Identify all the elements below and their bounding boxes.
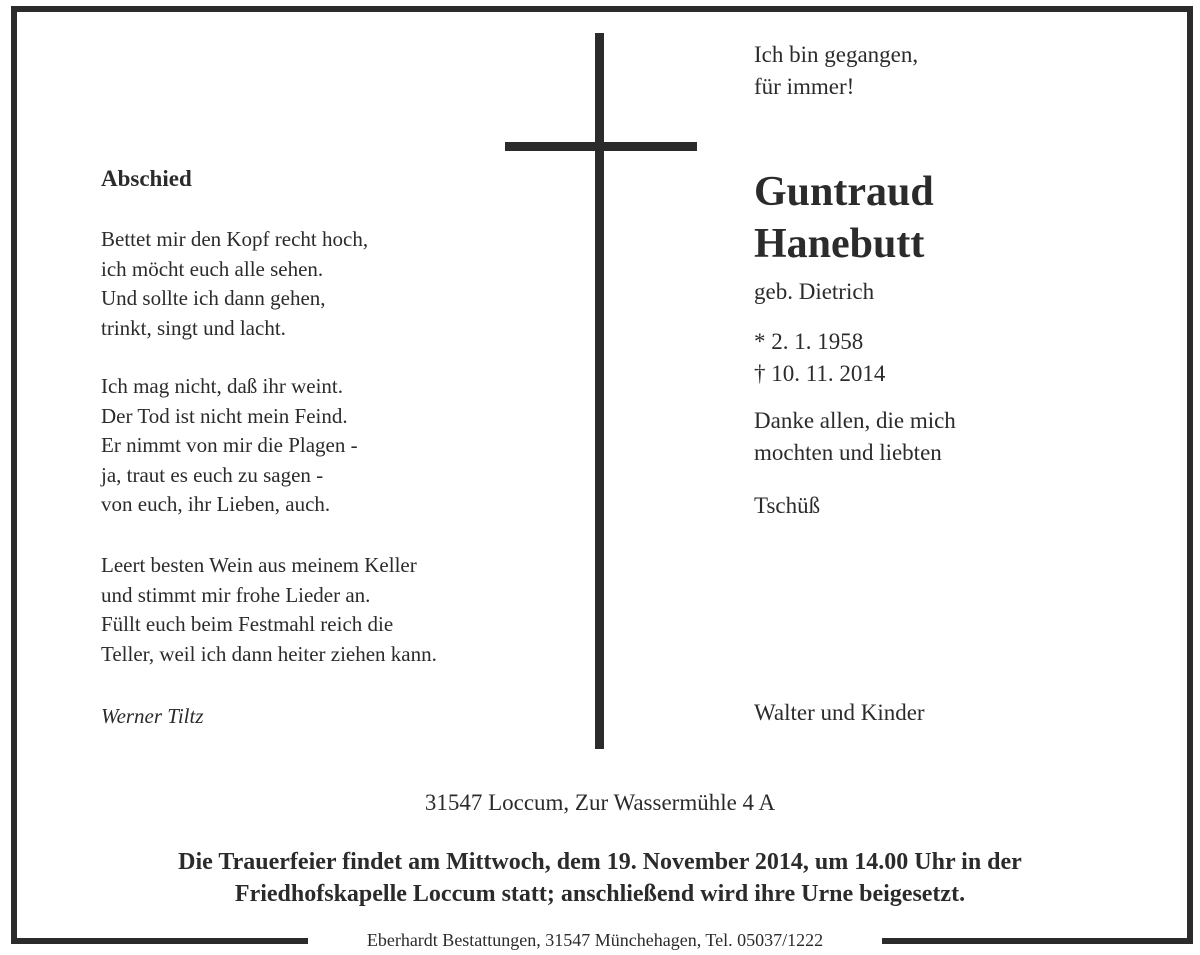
ceremony-line: Friedhofskapelle Loccum statt; anschließend wird ihre Urne beigesetzt. bbox=[234, 881, 966, 907]
farewell-text: Tschüß bbox=[754, 493, 821, 518]
intro-line: Ich bin gegangen, bbox=[754, 42, 919, 67]
poem-line: von euch, ihr Lieben, auch. bbox=[101, 492, 331, 516]
ceremony-line: Die Trauerfeier findet am Mittwoch, dem 19. November 2014, um 14.00 Uhr in der bbox=[178, 849, 1022, 875]
thanks-line: mochten und liebten bbox=[754, 440, 942, 465]
poem-line: Leert besten Wein aus meinem Keller bbox=[101, 553, 417, 577]
birth-date: * 2. 1. 1958 bbox=[754, 329, 864, 354]
poem-line: Füllt euch beim Festmahl reich die bbox=[101, 612, 394, 636]
life-dates bbox=[754, 326, 885, 390]
poem-title: Abschied bbox=[101, 166, 192, 191]
undertaker-footer: Eberhardt Bestattungen, 31547 Münchehagen, Tel. 05037/1222 bbox=[308, 925, 882, 955]
poem-line: trinkt, singt und lacht. bbox=[101, 315, 286, 340]
poem-stanza-2 bbox=[101, 372, 358, 520]
poem-author: Werner Tiltz bbox=[101, 704, 204, 728]
death-date: † 10. 11. 2014 bbox=[754, 361, 886, 386]
family-signature: Walter und Kinder bbox=[754, 700, 925, 725]
poem-line: Ich mag nicht, daß ihr weint. bbox=[101, 374, 344, 398]
birth-name: geb. Dietrich bbox=[754, 279, 875, 304]
ceremony-info bbox=[0, 846, 1200, 910]
cross-vertical-bar bbox=[595, 33, 604, 749]
last-name: Hanebutt bbox=[754, 221, 925, 267]
poem-stanza-3 bbox=[101, 551, 437, 669]
thanks-text bbox=[754, 405, 956, 469]
intro-text bbox=[754, 39, 918, 103]
poem-stanza-1 bbox=[101, 225, 368, 343]
first-name: Guntraud bbox=[754, 169, 934, 215]
poem-line: Bettet mir den Kopf recht hoch, bbox=[101, 227, 369, 251]
cross-horizontal-bar bbox=[505, 142, 697, 151]
poem-line: Er nimmt von mir die Plagen - bbox=[101, 433, 358, 457]
poem-line: Und sollte ich dann gehen, bbox=[101, 286, 326, 310]
poem-line: ich möcht euch alle sehen. bbox=[101, 256, 324, 281]
poem-line: Teller, weil ich dann heiter ziehen kann. bbox=[101, 641, 437, 666]
poem-line: und stimmt mir frohe Lieder an. bbox=[101, 582, 371, 607]
intro-line: für immer! bbox=[754, 74, 855, 99]
deceased-name bbox=[754, 166, 934, 270]
address: 31547 Loccum, Zur Wassermühle 4 A bbox=[424, 790, 776, 815]
poem-line: Der Tod ist nicht mein Feind. bbox=[101, 403, 348, 428]
poem-line: ja, traut es euch zu sagen - bbox=[101, 462, 324, 487]
thanks-line: Danke allen, die mich bbox=[754, 408, 956, 433]
